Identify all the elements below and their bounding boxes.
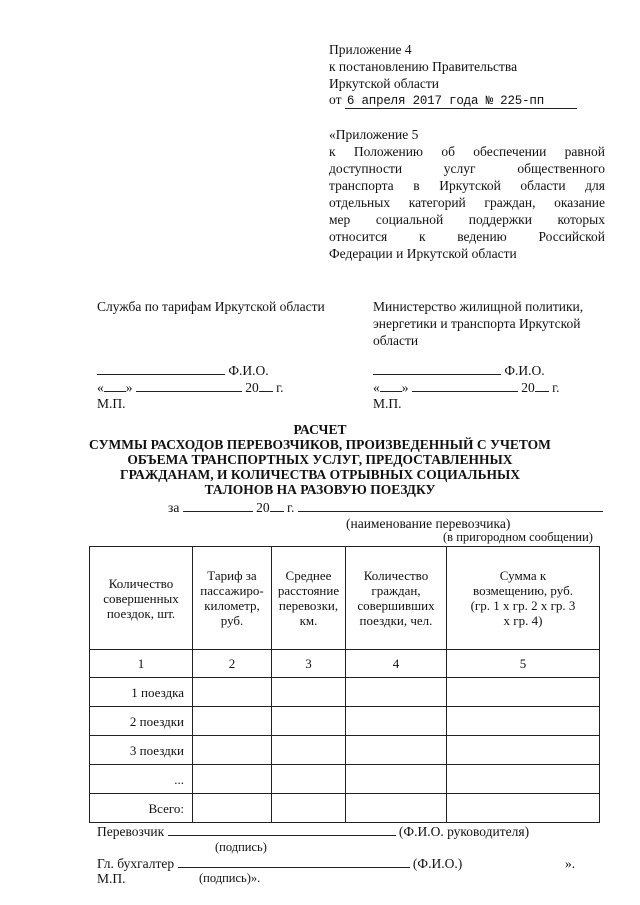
header-distance: Среднее расстояние перевозки, км.	[272, 547, 346, 650]
appendix5-line-4: мер социальной поддержки которых	[329, 212, 605, 227]
table-cell	[447, 765, 600, 794]
table-row	[90, 678, 600, 707]
row-label: 2 поездки	[90, 707, 193, 736]
period-suffix: г.	[286, 500, 295, 515]
approver-left-mp: М.П.	[97, 396, 126, 411]
row-label: 3 поездки	[90, 736, 193, 765]
header-trips-count: Количество совершенных поездок, шт.	[90, 547, 193, 650]
carrier-caption: (наименование перевозчика)	[346, 516, 511, 531]
header-tariff: Тариф за пассажиро- километр, руб.	[193, 547, 272, 650]
day-blank	[380, 391, 402, 392]
day-blank	[104, 391, 126, 392]
title-line-2: ОБЪЕМА ТРАНСПОРТНЫХ УСЛУГ, ПРЕДОСТАВЛЕННЫХ	[127, 452, 513, 467]
table-cell	[272, 736, 346, 765]
table-cell	[193, 736, 272, 765]
approver-left-year-end: г.	[276, 380, 284, 395]
period-year-blank	[270, 511, 284, 512]
table-cell	[193, 678, 272, 707]
table-cell	[447, 736, 600, 765]
period-year: 20	[256, 500, 270, 515]
col-number-3: 3	[272, 650, 346, 678]
table-cell	[272, 765, 346, 794]
col-number-5: 5	[447, 650, 600, 678]
table-cell	[346, 765, 447, 794]
year-blank	[535, 391, 549, 392]
row-label-total: Всего:	[90, 794, 193, 823]
table-header-row	[90, 547, 600, 650]
appendix5-line-3: отдельных категорий граждан, оказание	[329, 195, 605, 210]
carrier-signature-blank	[168, 835, 396, 836]
footer-mp-sub: (подпись)».	[199, 871, 261, 885]
table-cell	[346, 794, 447, 823]
table-cell	[193, 707, 272, 736]
table-row-total	[90, 794, 600, 823]
approver-right-mp: М.П.	[373, 396, 402, 411]
approver-right-org-0: Министерство жилищной политики,	[373, 299, 584, 314]
table-cell	[447, 794, 600, 823]
table-row	[90, 765, 600, 794]
header-citizens: Количество граждан, совершивших поездки, чел.	[346, 547, 447, 650]
col-number-4: 4	[346, 650, 447, 678]
approver-right-org-1: энергетики и транспорта Иркутской	[373, 316, 581, 331]
signature-line	[373, 374, 501, 375]
accountant-label: Гл. бухгалтер	[97, 856, 175, 871]
carrier-signature-line	[97, 824, 529, 840]
appendix5-line-2: транспорта в Иркутской области для	[329, 178, 605, 193]
approver-right-fio: Ф.И.О.	[504, 363, 545, 378]
header-line-3: Иркутской области	[329, 76, 440, 91]
document-title	[40, 422, 600, 497]
month-blank	[136, 391, 242, 392]
approver-right-date-line	[373, 380, 560, 396]
table-cell	[447, 678, 600, 707]
col-number-1: 1	[90, 650, 193, 678]
header-date-value: 6 апреля 2017 года № 225-пп	[345, 94, 577, 109]
period-prefix: за	[168, 500, 180, 515]
row-label: 1 поездка	[90, 678, 193, 707]
header-date-line	[329, 92, 577, 109]
calculation-table	[89, 546, 600, 823]
appendix5-line-5: относится к ведению Российской	[329, 229, 605, 244]
table-cell	[346, 707, 447, 736]
header-sum: Сумма к возмещению, руб. (гр. 1 х гр. 2 х гр. 3 х гр. 4)	[447, 547, 600, 650]
approver-right-date-close: »	[401, 380, 409, 395]
header-date-prefix: от	[329, 92, 342, 107]
approver-left-year: 20	[245, 380, 259, 395]
table-cell	[272, 794, 346, 823]
table-cell	[447, 707, 600, 736]
accountant-caption: (Ф.И.О.)	[412, 856, 463, 871]
accountant-close: ».	[565, 856, 576, 871]
period-blank	[183, 511, 253, 512]
table-cell	[272, 707, 346, 736]
accountant-signature-line	[97, 856, 462, 872]
month-blank	[412, 391, 518, 392]
table-cell	[272, 678, 346, 707]
approver-right-year: 20	[521, 380, 535, 395]
appendix5-title: «Приложение 5	[329, 127, 419, 142]
approver-left-fio: Ф.И.О.	[228, 363, 269, 378]
header-appendix: Приложение 4	[329, 42, 412, 57]
title-line-0: РАСЧЕТ	[293, 422, 347, 437]
col-number-2: 2	[193, 650, 272, 678]
table-cell	[346, 736, 447, 765]
approver-left-fio-line	[97, 363, 269, 379]
approver-left-date-line	[97, 380, 284, 396]
row-label: ...	[90, 765, 193, 794]
appendix5-line-1: доступности услуг общественного	[329, 161, 605, 176]
title-line-1: СУММЫ РАСХОДОВ ПЕРЕВОЗЧИКОВ, ПРОИЗВЕДЕННЫЙ С УЧЕТОМ	[89, 437, 551, 452]
carrier-sub: (подпись)	[215, 840, 267, 854]
accountant-signature-blank	[178, 867, 410, 868]
year-blank	[259, 391, 273, 392]
table-row	[90, 707, 600, 736]
carrier-label: Перевозчик	[97, 824, 165, 839]
table-cell	[193, 765, 272, 794]
approver-right-year-end: г.	[552, 380, 560, 395]
table-number-row	[90, 650, 600, 678]
approver-left-date-close: »	[125, 380, 133, 395]
header-line-2: к постановлению Правительства	[329, 59, 518, 74]
route-note: (в пригородном сообщении)	[443, 530, 593, 544]
appendix5-line-0: к Положению об обеспечении равной	[329, 144, 605, 159]
approver-right-org-2: области	[373, 333, 419, 348]
table-row	[90, 736, 600, 765]
approver-right-fio-line	[373, 363, 545, 379]
period-line	[168, 500, 603, 516]
title-line-3: ГРАЖДАНАМ, И КОЛИЧЕСТВА ОТРЫВНЫХ СОЦИАЛЬНЫХ	[119, 467, 521, 482]
table-cell	[193, 794, 272, 823]
signature-line	[97, 374, 225, 375]
title-line-4: ТАЛОНОВ НА РАЗОВУЮ ПОЕЗДКУ	[204, 482, 436, 497]
table-cell	[346, 678, 447, 707]
appendix5-line-6: Федерации и Иркутской области	[329, 246, 517, 261]
approver-left-org: Служба по тарифам Иркутской области	[97, 299, 325, 314]
approver-right-date-open: «	[373, 380, 380, 395]
footer-mp: М.П.	[97, 871, 126, 886]
approver-left-date-open: «	[97, 380, 104, 395]
carrier-caption-fio: (Ф.И.О. руководителя)	[398, 824, 530, 839]
carrier-name-blank	[298, 511, 603, 512]
